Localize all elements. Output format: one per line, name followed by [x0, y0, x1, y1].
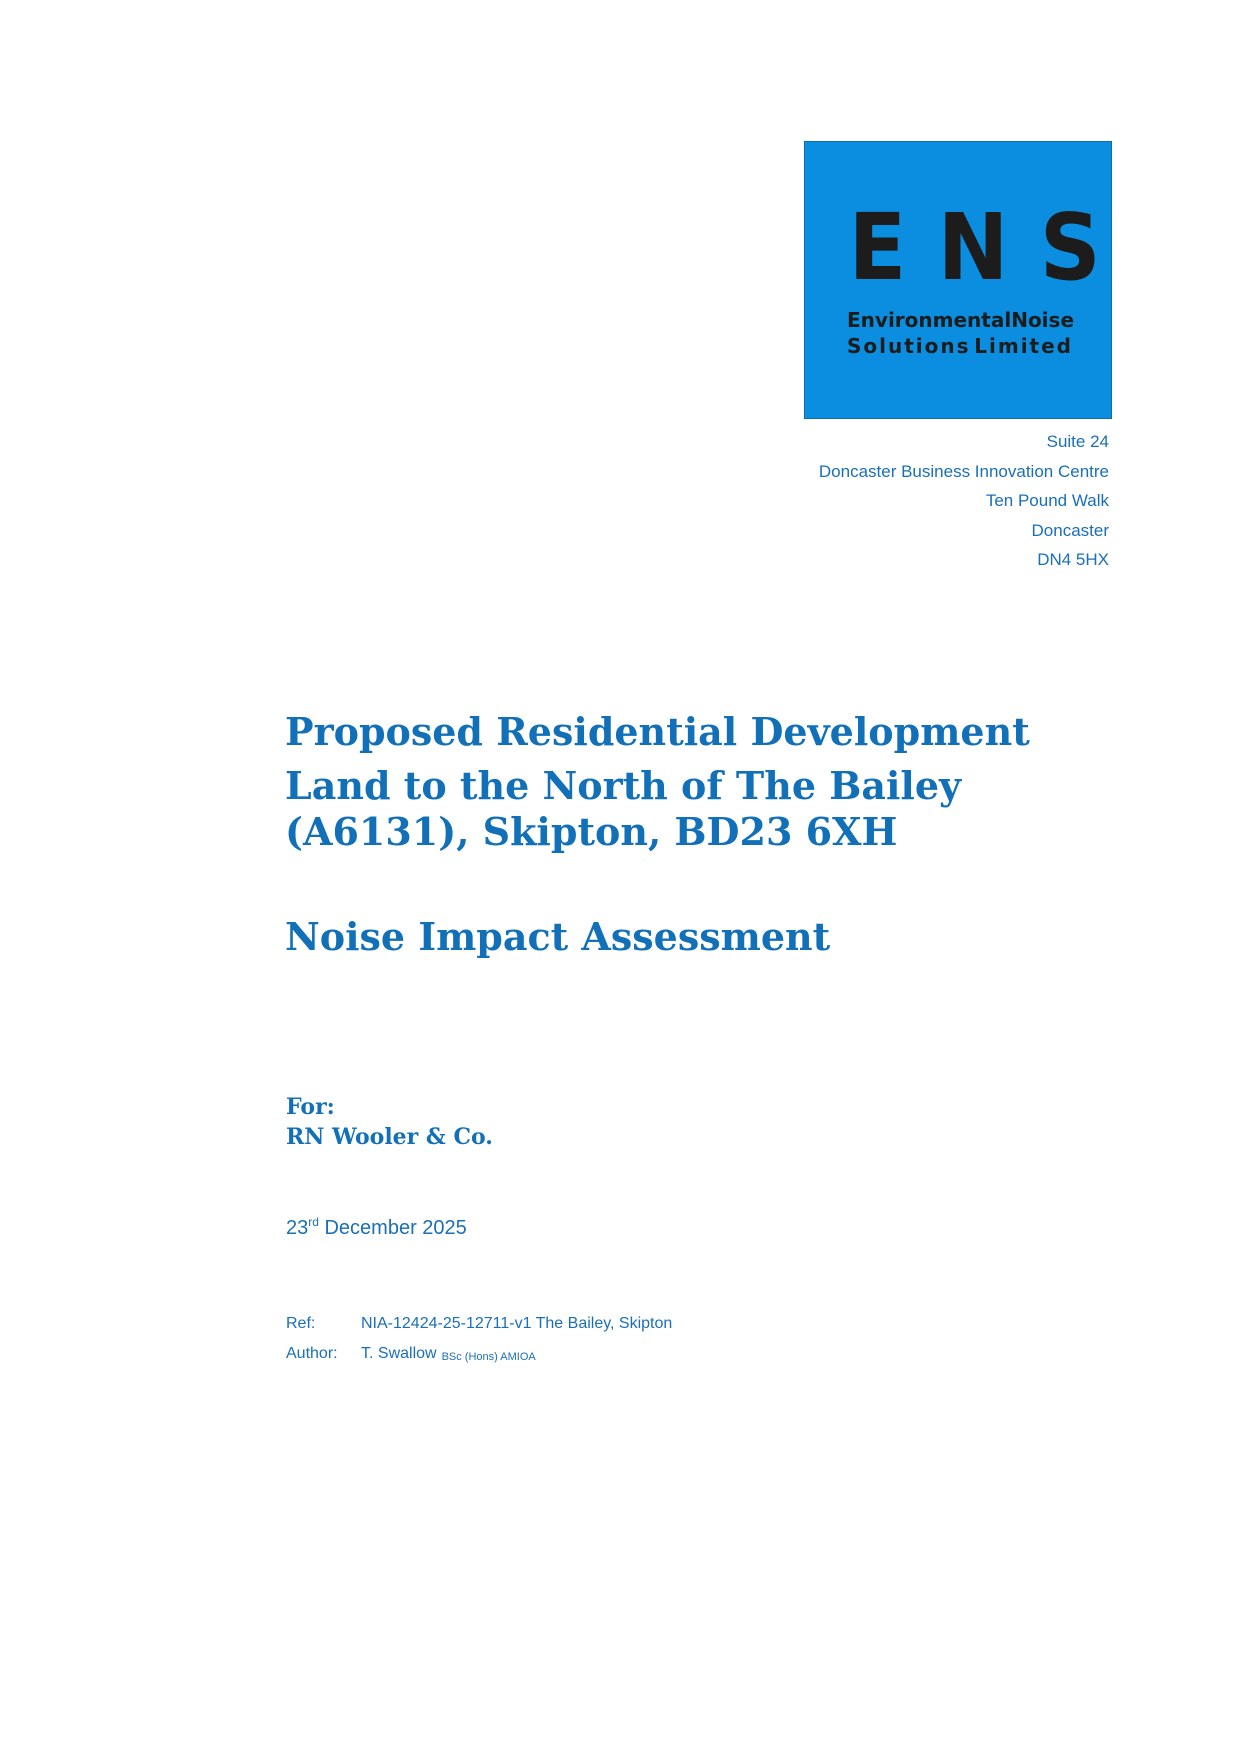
logo-word: Limited — [974, 334, 1073, 358]
site-location-line: Land to the North of The Bailey — [285, 763, 962, 808]
client-label: For: — [286, 1094, 335, 1120]
site-location-line: (A6131), Skipton, BD23 6XH — [285, 809, 898, 854]
title-block — [285, 708, 1030, 960]
logo-word: Noise — [1011, 308, 1075, 332]
date-day: 23 — [286, 1217, 309, 1239]
address-line: Doncaster — [1031, 520, 1109, 540]
logo-line-1 — [847, 307, 1073, 333]
project-title: Proposed Residential Development — [285, 709, 1030, 754]
report-meta — [286, 1309, 672, 1369]
logo-line-2 — [847, 333, 1073, 359]
address-line: Doncaster Business Innovation Centre — [818, 461, 1109, 481]
logo-word: Environmental — [847, 308, 1012, 332]
address-line: Ten Pound Walk — [985, 491, 1109, 510]
address-line: Suite 24 — [1046, 432, 1109, 451]
ref-row — [286, 1309, 672, 1339]
report-date — [286, 1214, 467, 1242]
date-suffix: rd — [308, 1215, 319, 1229]
date-rest: December 2025 — [318, 1217, 467, 1239]
ref-value: NIA-12424-25-12711-v1 The Bailey, Skipton — [361, 1315, 673, 1332]
author-row — [286, 1339, 672, 1369]
report-title: Noise Impact Assessment — [285, 914, 831, 959]
logo-word: Solutions — [847, 334, 971, 358]
author-name: T. Swallow — [361, 1345, 437, 1362]
client-name: RN Wooler & Co. — [286, 1124, 493, 1150]
author-label: Author: — [286, 1345, 338, 1362]
client-block — [286, 1092, 493, 1152]
logo-mark: ENS — [848, 194, 1132, 301]
author-qualifications: BSc (Hons) AMIOA — [441, 1351, 536, 1363]
site-location — [285, 763, 1030, 855]
company-address — [819, 427, 1109, 575]
ens-logo — [804, 141, 1132, 419]
address-line: DN4 5HX — [1037, 550, 1109, 569]
ref-label: Ref: — [286, 1315, 316, 1332]
